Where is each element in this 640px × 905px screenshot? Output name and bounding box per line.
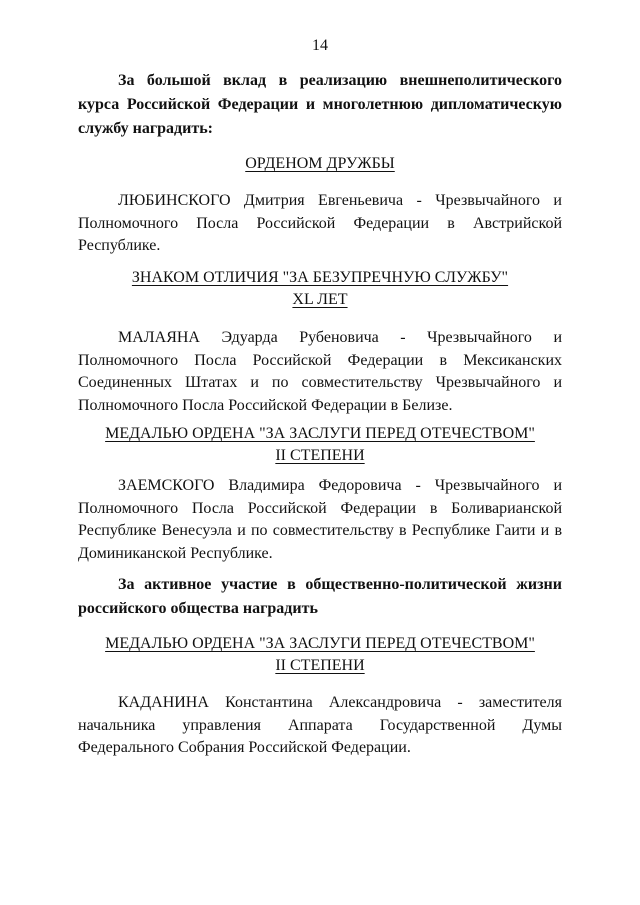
recipient-paragraph: КАДАНИНА Константина Александровича - заместителя начальника управления Аппарата Государственной Думы Федерального Собрания Российской Федерации. xyxy=(78,694,562,756)
award-title-line: ОРДЕНОМ ДРУЖБЫ xyxy=(245,155,395,172)
recipient-paragraph: ЗАЕМСКОГО Владимира Федоровича - Чрезвычайного и Полномочного Посла Российской Федерации в Боливарианской Республике Венесуэла и по совместительству в Республике Гаити и в Доминиканской Республике. xyxy=(78,477,562,562)
award-title xyxy=(78,153,562,175)
award-title-line: ЗНАКОМ ОТЛИЧИЯ "ЗА БЕЗУПРЕЧНУЮ СЛУЖБУ" xyxy=(131,269,509,286)
section-preamble: За активное участие в общественно-политической жизни российского общества наградить xyxy=(78,576,562,617)
award-title-line: XL ЛЕТ xyxy=(292,291,348,308)
section-preamble: За большой вклад в реализацию внешнеполитического курса Российской Федерации и многолетнюю дипломатическую службу наградить: xyxy=(78,72,562,137)
recipient-paragraph: МАЛАЯНА Эдуарда Рубеновича - Чрезвычайного и Полномочного Посла Российской Федерации в Мексиканских Соединенных Штатах и по совместительству Чрезвычайного и Полномочного Посла Российской Федерации в Белизе. xyxy=(78,329,562,414)
award-title xyxy=(78,633,562,677)
award-title-line: МЕДАЛЬЮ ОРДЕНА "ЗА ЗАСЛУГИ ПЕРЕД ОТЕЧЕСТВОМ" xyxy=(105,635,535,652)
award-title-line: II СТЕПЕНИ xyxy=(275,657,365,674)
recipient-paragraph: ЛЮБИНСКОГО Дмитрия Евгеньевича - Чрезвычайного и Полномочного Посла Российской Федерации в Австрийской Республике. xyxy=(78,192,562,254)
award-title xyxy=(78,423,562,467)
award-title xyxy=(78,267,562,311)
award-title-line: II СТЕПЕНИ xyxy=(275,447,365,464)
award-title-line: МЕДАЛЬЮ ОРДЕНА "ЗА ЗАСЛУГИ ПЕРЕД ОТЕЧЕСТВОМ" xyxy=(105,425,535,442)
page-number: 14 xyxy=(312,37,328,54)
